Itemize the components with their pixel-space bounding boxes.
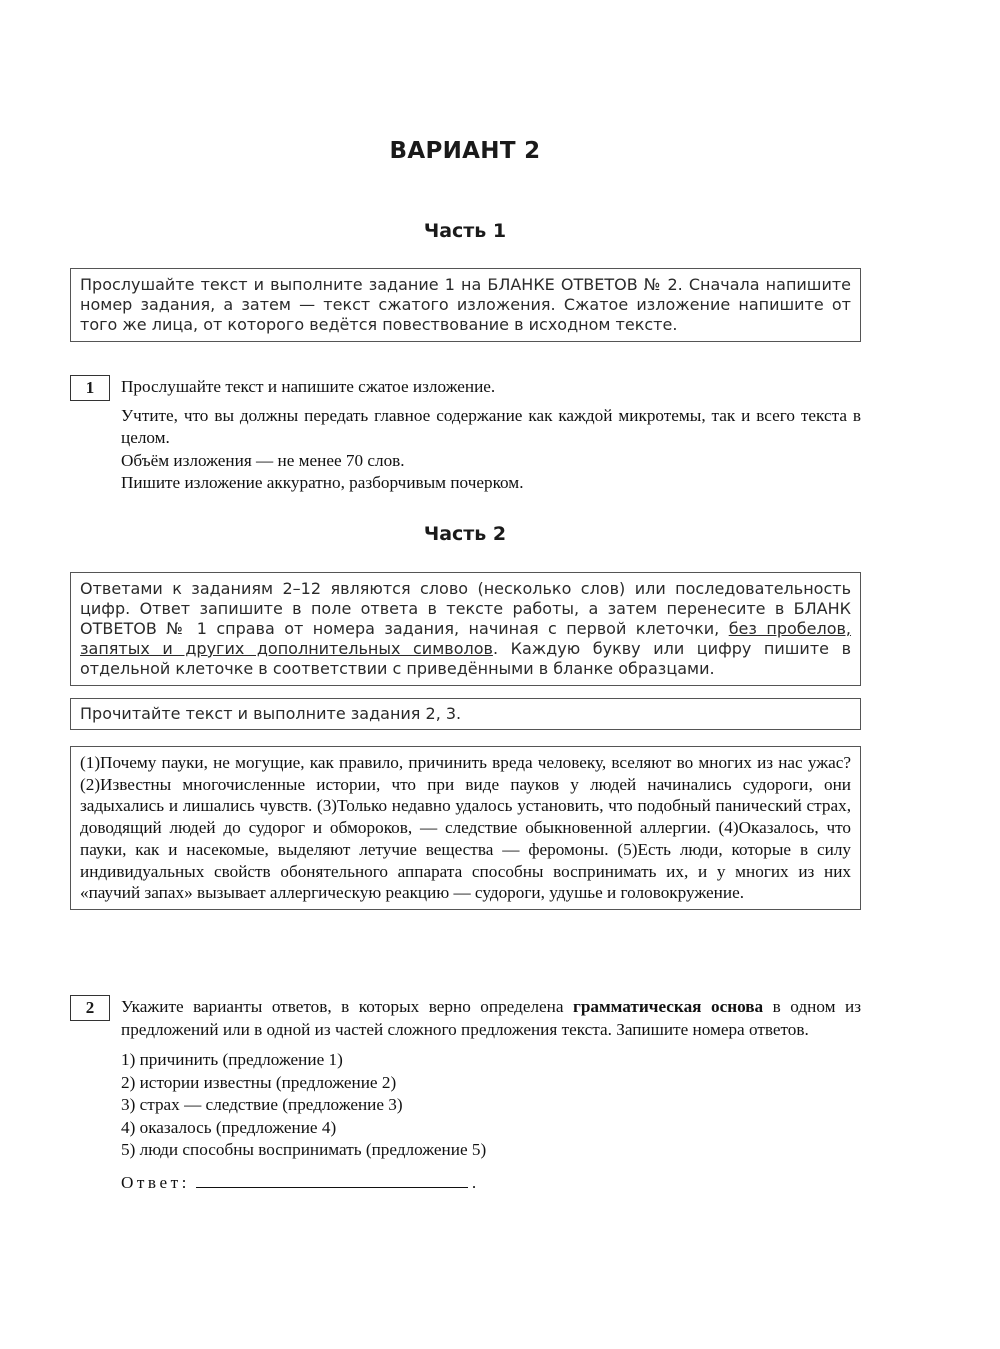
task2-question	[121, 996, 861, 1041]
answer-label: Ответ:	[121, 1172, 190, 1192]
read-prompt: Прочитайте текст и выполните задания 2, 3.	[80, 704, 462, 723]
answer-field[interactable]	[196, 1173, 468, 1188]
task2-option: 3) страх — следствие (предложение 3)	[121, 1095, 403, 1114]
task1-body	[121, 376, 861, 500]
variant-title: ВАРИАНТ 2	[389, 138, 541, 164]
task2-option: 2) истории известны (предложение 2)	[121, 1072, 397, 1092]
part2-title: Часть 2	[423, 523, 507, 545]
task2-question-bold: грамматическая основа	[573, 997, 764, 1016]
task2-option: 5) люди способны воспринимать (предложение 5)	[121, 1140, 487, 1159]
part2-instructions-underlined: без пробелов, запятых и других дополнительных символов	[80, 619, 852, 658]
answer-end: .	[471, 1172, 477, 1192]
reading-text: (1)Почему пауки, не могущие, как правило, причинить вреда человеку, вселяют во многих из нас ужас? (2)Известны многочисленные истории, что при виде пауков у людей начинались судороги, они задыхались и лишались чувств. (3)Только недавно удалось установить, что подобный панический страх, доводящий людей до судорог и обмороков, — следствие обыкновенной аллергии. (4)Оказалось, что пауки, как и насекомые, выделяют летучие вещества — феромоны. (5)Есть люди, которые в силу индивидуальных свойств обонятельного аппарата способны воспринимать их, и у многих из них «паучий запах» вызывает аллергическую реакцию — судороги, удушье и головокружение.	[80, 753, 851, 903]
task2-question-text-end: в одном из предложений или в одной из частей сложного предложения текста. Запишите номера ответов.	[121, 997, 861, 1039]
task1-line: Объём изложения — не менее 70 слов.	[121, 450, 405, 470]
task2-options	[121, 1049, 861, 1162]
task1-line: Пишите изложение аккуратно, разборчивым почерком.	[121, 473, 524, 492]
reading-text-box	[70, 746, 861, 910]
part2-instructions-end: . Каждую букву или цифру пишите в отдельной клеточке в соответствии с приведёнными в бланке образцами.	[80, 639, 851, 678]
part1-instructions-box	[70, 268, 861, 342]
task2-answer-row	[121, 1172, 861, 1195]
part2-instructions-box	[70, 572, 861, 686]
read-prompt-box	[70, 698, 861, 730]
task2-option: 1) причинить (предложение 1)	[121, 1050, 343, 1069]
part1-instructions: Прослушайте текст и выполните задание 1 на БЛАНКЕ ОТВЕТОВ № 2. Сначала напишите номер задания, а затем — текст сжатого изложения. Сжатое изложение напишите от того же лица, от которого ведётся повествование в исходном тексте.	[80, 275, 851, 334]
task2-body	[121, 996, 861, 1194]
task1-number: 1	[70, 375, 110, 401]
part2-instructions: Ответами к заданиям 2–12 являются слово (несколько слов) или последовательность цифр. Ответ запишите в поле ответа в тексте работы, а затем перенесите в БЛАНК ОТВЕТОВ № 1 справа от номера задания, начиная с первой клеточки,	[80, 579, 851, 638]
part1-title: Часть 1	[423, 220, 507, 242]
task2-number: 2	[70, 995, 110, 1021]
task2-question-text: Укажите варианты ответов, в которых верно определена	[121, 997, 574, 1016]
task1-line: Учтите, что вы должны передать главное содержание как каждой микротемы, так и всего текста в целом.	[121, 405, 861, 447]
task1-line: Прослушайте текст и напишите сжатое изложение.	[121, 377, 496, 396]
task2-option: 4) оказалось (предложение 4)	[121, 1117, 337, 1137]
